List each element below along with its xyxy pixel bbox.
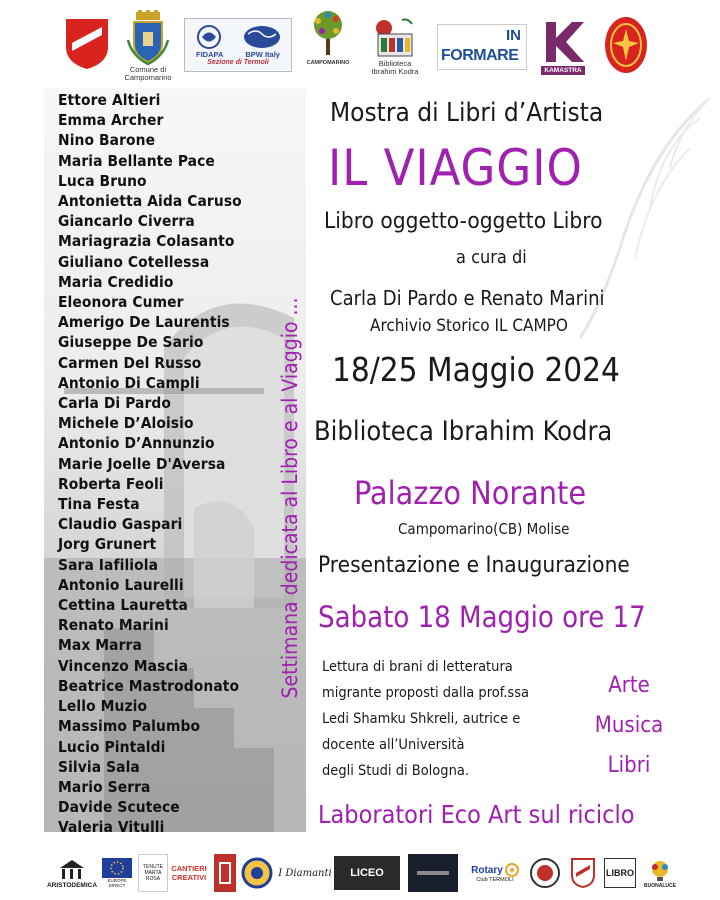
artist-name: Roberta Feoli xyxy=(58,474,164,493)
location-text: Campomarino(CB) Molise xyxy=(398,520,570,538)
artist-name: Marie Joelle D'Aversa xyxy=(58,454,226,473)
reading-line: migrante proposti dalla prof.ssa xyxy=(322,685,529,701)
temple-icon xyxy=(58,858,86,882)
artist-name: Maria Bellante Pace xyxy=(58,151,215,170)
artist-name: Silvia Sala xyxy=(58,757,140,776)
artist-name: Cettina Lauretta xyxy=(58,596,188,615)
comune-campomarino-logo xyxy=(120,8,176,84)
artists-panel xyxy=(44,88,306,832)
bpw-label: BPW Italy xyxy=(245,50,280,59)
artist-name: Carmen Del Russo xyxy=(58,353,202,372)
fidapa-emblem-icon xyxy=(194,24,224,50)
kamastra-label: KAMASTRA xyxy=(541,66,584,75)
exhibition-dates: 18/25 Maggio 2024 xyxy=(332,350,620,389)
artist-name: Ettore Altieri xyxy=(58,91,161,109)
red-emblem-logo xyxy=(602,12,650,78)
lions-emblem-icon xyxy=(241,857,273,889)
artist-name: Amerigo De Laurentis xyxy=(58,313,230,332)
artist-name: Massimo Palumbo xyxy=(58,717,201,736)
artist-name: Beatrice Mastrodonato xyxy=(58,676,240,695)
europe-direct-label: EUROPE DIRECT xyxy=(107,878,127,888)
dark-logo-icon xyxy=(413,863,453,883)
rotary-wheel-icon xyxy=(505,863,519,877)
artist-name: Renato Marini xyxy=(58,616,169,635)
artist-name: Lello Muzio xyxy=(58,697,148,716)
fidapa-logo xyxy=(184,18,292,72)
reading-line: Ledi Shamku Shkreli, autrice e xyxy=(322,711,521,727)
biblioteca-caption: Biblioteca Ibrahim Kodra xyxy=(371,59,419,76)
seal-icon xyxy=(529,857,561,889)
artist-name: Emma Archer xyxy=(58,111,164,130)
artist-name: Davide Scutece xyxy=(58,798,180,817)
campomarino-tree-logo xyxy=(302,6,354,70)
archive-name: Archivio Storico IL CAMPO xyxy=(370,316,568,336)
themes-list xyxy=(584,666,674,786)
sponsor-bar xyxy=(0,846,720,900)
libro-logo: LIBRO xyxy=(604,858,636,888)
buonaluce-label: BUONALUCE xyxy=(644,883,676,889)
artist-name: Claudio Gaspari xyxy=(58,515,183,534)
shield-icon xyxy=(570,857,596,889)
reading-line: degli Studi di Bologna. xyxy=(322,763,469,779)
artist-name: Mariagrazia Colasanto xyxy=(58,232,235,251)
artist-name: Antonio Di Campli xyxy=(58,373,200,392)
artist-name: Antonio Laurelli xyxy=(58,575,184,594)
molise-region-logo xyxy=(62,16,112,72)
slogan-text: Settimana dedicata al Libro e al Viaggio ... xyxy=(278,297,302,699)
artist-name: Luca Bruno xyxy=(58,171,147,190)
in-formare-logo xyxy=(437,24,527,70)
library-name: Biblioteca Ibrahim Kodra xyxy=(314,416,613,447)
tree-logo-caption: CAMPOMARINO xyxy=(306,60,350,66)
bracket-icon xyxy=(218,861,232,885)
round-seal-logo xyxy=(528,854,562,892)
artist-name: Giuliano Cotellessa xyxy=(58,252,210,271)
bulb-icon xyxy=(647,859,673,883)
formare-label: FORMARE xyxy=(441,47,519,64)
artist-name: Tina Festa xyxy=(58,495,140,514)
top-logo-bar xyxy=(0,0,720,86)
k-letter-icon xyxy=(536,18,590,66)
liceo-logo: LICEO xyxy=(334,856,400,890)
in-label: IN xyxy=(506,27,521,44)
exhibition-heading: Mostra di Libri d’Artista xyxy=(330,98,604,128)
artist-name: Max Marra xyxy=(58,636,142,655)
vertical-slogan xyxy=(270,178,306,818)
lions-club-logo xyxy=(240,856,274,890)
cantieri-creativi-logo: CANTIERI CREATIVI xyxy=(171,864,207,882)
rotary-label: Rotary xyxy=(471,864,503,876)
artist-name: Jorg Grunert xyxy=(58,535,157,554)
theme-musica: Musica xyxy=(594,713,664,738)
europe-direct-logo xyxy=(100,856,134,890)
books-icon xyxy=(372,16,418,60)
curated-by-label: a cura di xyxy=(456,247,527,268)
artist-name: Michele D’Aloisio xyxy=(58,414,194,433)
workshop-text: Laboratori Eco Art sul riciclo xyxy=(318,800,635,829)
presentation-heading: Presentazione e Inaugurazione xyxy=(318,552,630,578)
artist-name: Carla Di Pardo xyxy=(58,394,172,413)
artist-name: Giancarlo Civerra xyxy=(58,212,195,231)
artist-name: Antonio D’Annunzio xyxy=(58,434,215,453)
biblioteca-logo xyxy=(362,10,428,82)
artist-name: Nino Barone xyxy=(58,131,156,150)
aristodemica-logo xyxy=(44,850,100,896)
artist-name: Antonietta Aida Caruso xyxy=(58,192,242,211)
globe-icon xyxy=(242,24,282,50)
event-details xyxy=(306,88,720,840)
theme-libri: Libri xyxy=(607,753,651,778)
reading-line: docente all’Università xyxy=(322,737,465,753)
aristodemica-label: ARISTODEMICA xyxy=(46,881,98,889)
comune-caption: Comune di Campomarino xyxy=(124,65,172,82)
reading-line: Lettura di brani di letteratura xyxy=(322,659,513,675)
town-crest-icon xyxy=(126,10,170,66)
theme-arte: Arte xyxy=(608,673,650,698)
red-badge-icon xyxy=(603,15,649,75)
artist-name: Eleonora Cumer xyxy=(58,293,184,312)
tree-icon xyxy=(306,9,350,59)
shield-sponsor-logo xyxy=(566,854,600,892)
artist-name: Vincenzo Mascia xyxy=(58,656,189,675)
red-block-logo xyxy=(214,854,236,892)
kamastra-logo xyxy=(534,14,592,78)
eu-flag-icon xyxy=(102,858,132,878)
exhibition-subtitle: Libro oggetto-oggetto Libro xyxy=(324,208,603,234)
artists-list xyxy=(58,90,268,832)
rotary-logo xyxy=(466,856,524,890)
artist-name: Lucio Pintaldi xyxy=(58,737,166,756)
fidapa-label: FIDAPA xyxy=(196,50,224,59)
artist-name: Mario Serra xyxy=(58,777,151,796)
artist-name: Sara Iafiliola xyxy=(58,555,159,574)
rotary-sub: Club TERMOLI xyxy=(476,877,514,883)
tenute-logo: TENUTE MARTA ROSA xyxy=(138,854,168,892)
artist-name: Valeria Vitulli xyxy=(58,818,165,832)
artist-name: Maria Credidio xyxy=(58,272,174,291)
opening-date: Sabato 18 Maggio ore 17 xyxy=(318,600,646,634)
diamanti-logo: I Diamanti xyxy=(278,867,332,879)
reading-description xyxy=(322,654,529,784)
red-shield-icon xyxy=(64,17,110,71)
palace-name: Palazzo Norante xyxy=(354,474,587,512)
fidapa-section: Sezione di Termoli xyxy=(207,59,269,66)
curators-names: Carla Di Pardo e Renato Marini xyxy=(330,286,605,310)
dark-sponsor-logo xyxy=(408,854,458,892)
exhibition-title: IL VIAGGIO xyxy=(328,139,583,197)
buonaluce-logo xyxy=(640,854,680,894)
artist-name: Giuseppe De Sario xyxy=(58,333,204,352)
